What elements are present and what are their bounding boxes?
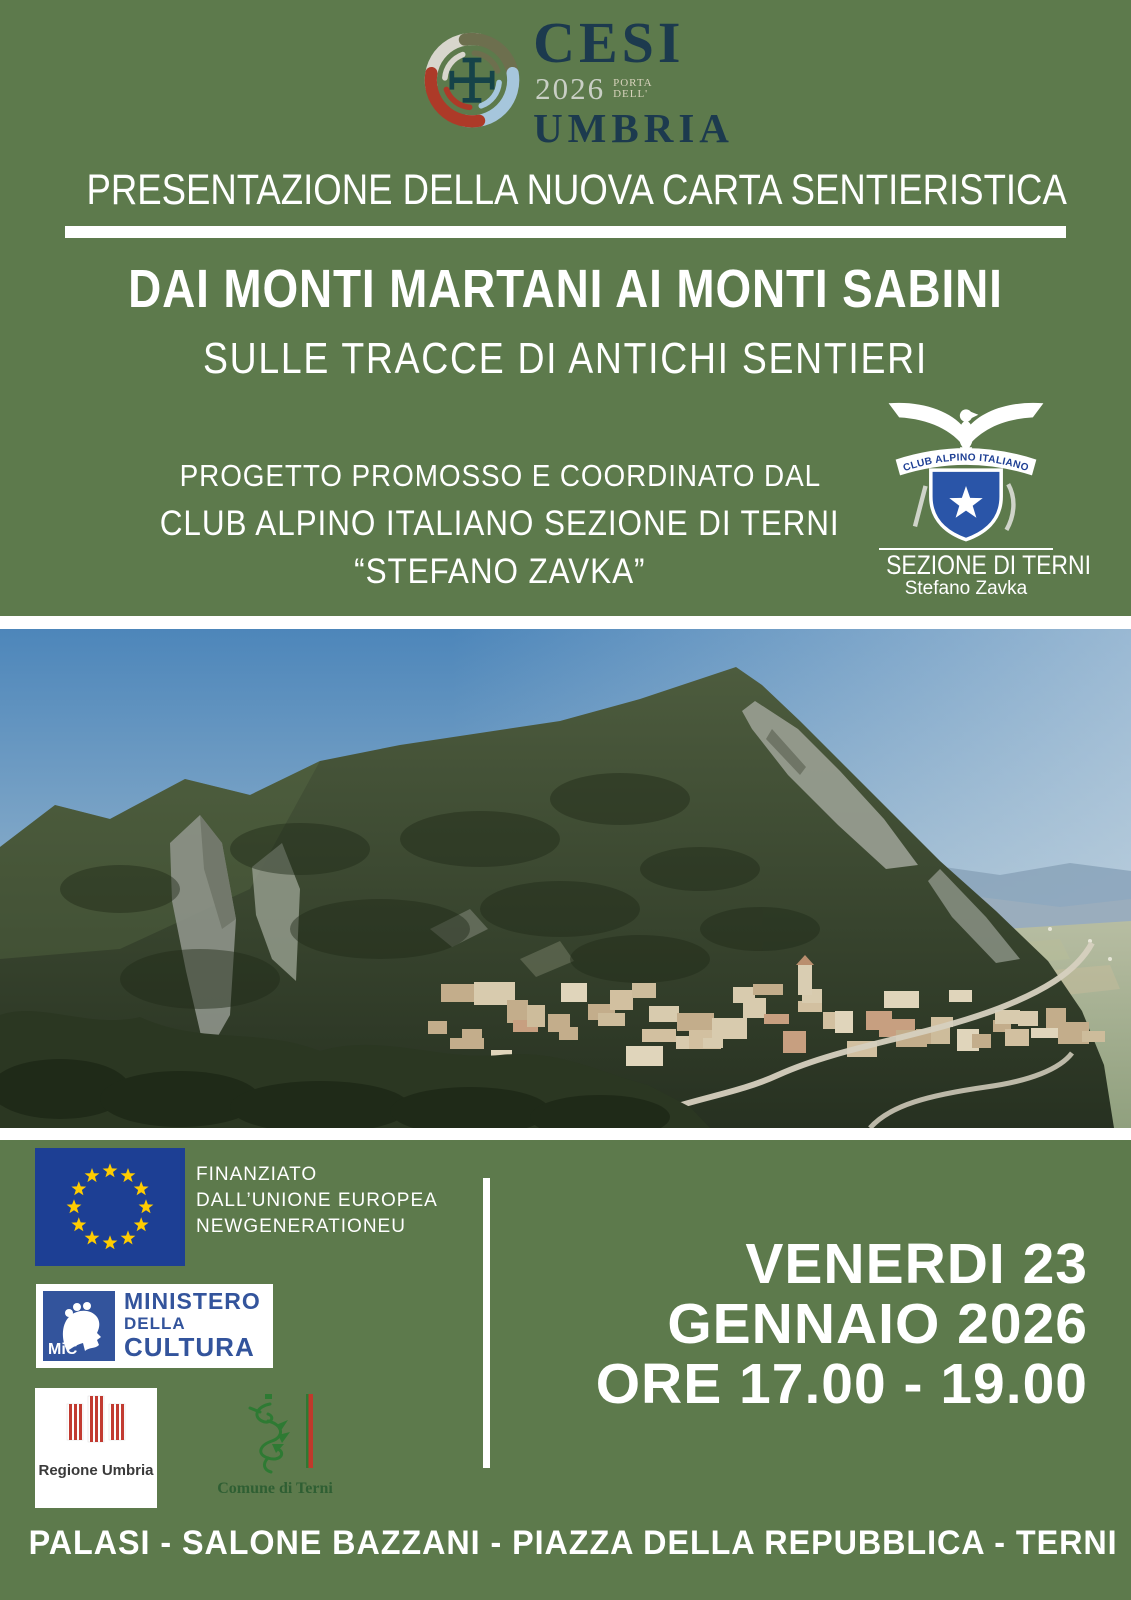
promoter-text — [0, 458, 1000, 592]
landscape-photo — [0, 616, 1131, 1140]
regione-umbria-logo — [35, 1388, 157, 1508]
mic-head-icon — [43, 1291, 115, 1361]
terni-stripe-icon — [306, 1394, 313, 1468]
mic-acronym: MiC — [48, 1341, 78, 1358]
cai-logo — [868, 398, 1091, 599]
date-line-2: GENNAIO 2026 — [667, 1292, 1088, 1356]
mountain-village-photo — [0, 629, 1131, 1128]
cesi-porta: PORTA DELL' — [613, 77, 653, 100]
cesi-year: 2026 — [535, 71, 606, 106]
funding-line-1: FINANZIATO — [196, 1164, 318, 1185]
poster-heading: DAI MONTI MARTANI AI MONTI SABINI — [128, 259, 1003, 319]
promo-line-2: CLUB ALPINO ITALIANO SEZIONE DI TERNI — [160, 504, 840, 543]
poster-title: PRESENTAZIONE DELLA NUOVA CARTA SENTIERISTICA — [86, 166, 1067, 214]
date-line-3: ORE 17.00 - 19.00 — [595, 1352, 1088, 1416]
umbria-banners-icon — [35, 1388, 157, 1462]
regione-umbria-label: Regione Umbria — [38, 1462, 154, 1479]
cai-section-label: SEZIONE DI TERNI — [886, 550, 1091, 580]
event-date — [596, 1234, 1088, 1414]
divider-bar — [65, 226, 1066, 238]
eu-funding-text — [196, 1162, 438, 1240]
promo-line-3: “STEFANO ZAVKA” — [354, 552, 646, 591]
mic-wordmark: MINISTERO DELLA CULTURA — [124, 1288, 261, 1362]
cesi-umbria: UMBRIA — [533, 105, 734, 151]
cesi-logo — [0, 12, 1131, 154]
funding-line-3: NEWGENERATIONEU — [196, 1216, 406, 1237]
vertical-divider — [483, 1178, 490, 1468]
eu-flag-icon — [35, 1148, 185, 1266]
cesi-swirl-icon — [397, 12, 547, 154]
poster-subheading: SULLE TRACCE DI ANTICHI SENTIERI — [203, 334, 928, 383]
cai-banner-text: CLUB ALPINO ITALIANO — [901, 452, 1031, 475]
comune-terni-logo — [205, 1392, 345, 1512]
footer — [0, 1140, 1131, 1600]
cesi-cross-icon — [450, 58, 495, 103]
date-line-1: VENERDI 23 — [745, 1232, 1088, 1296]
ministero-cultura-logo — [36, 1284, 273, 1368]
funding-line-2: DALL’UNIONE EUROPEA — [196, 1190, 438, 1211]
cai-person-label: Stefano Zavka — [904, 578, 1028, 599]
cesi-name: CESI — [533, 10, 685, 75]
event-address: PALASI - SALONE BAZZANI - PIAZZA DELLA REPUBBLICA - TERNI — [28, 1524, 1118, 1562]
promo-line-1: PROGETTO PROMOSSO E COORDINATO DAL — [179, 458, 821, 493]
cesi-wordmark — [533, 10, 734, 151]
cai-eagle-shield-icon — [878, 398, 1054, 544]
thyrus-dragon-icon — [238, 1392, 298, 1476]
comune-terni-label: Comune di Terni — [217, 1480, 333, 1497]
